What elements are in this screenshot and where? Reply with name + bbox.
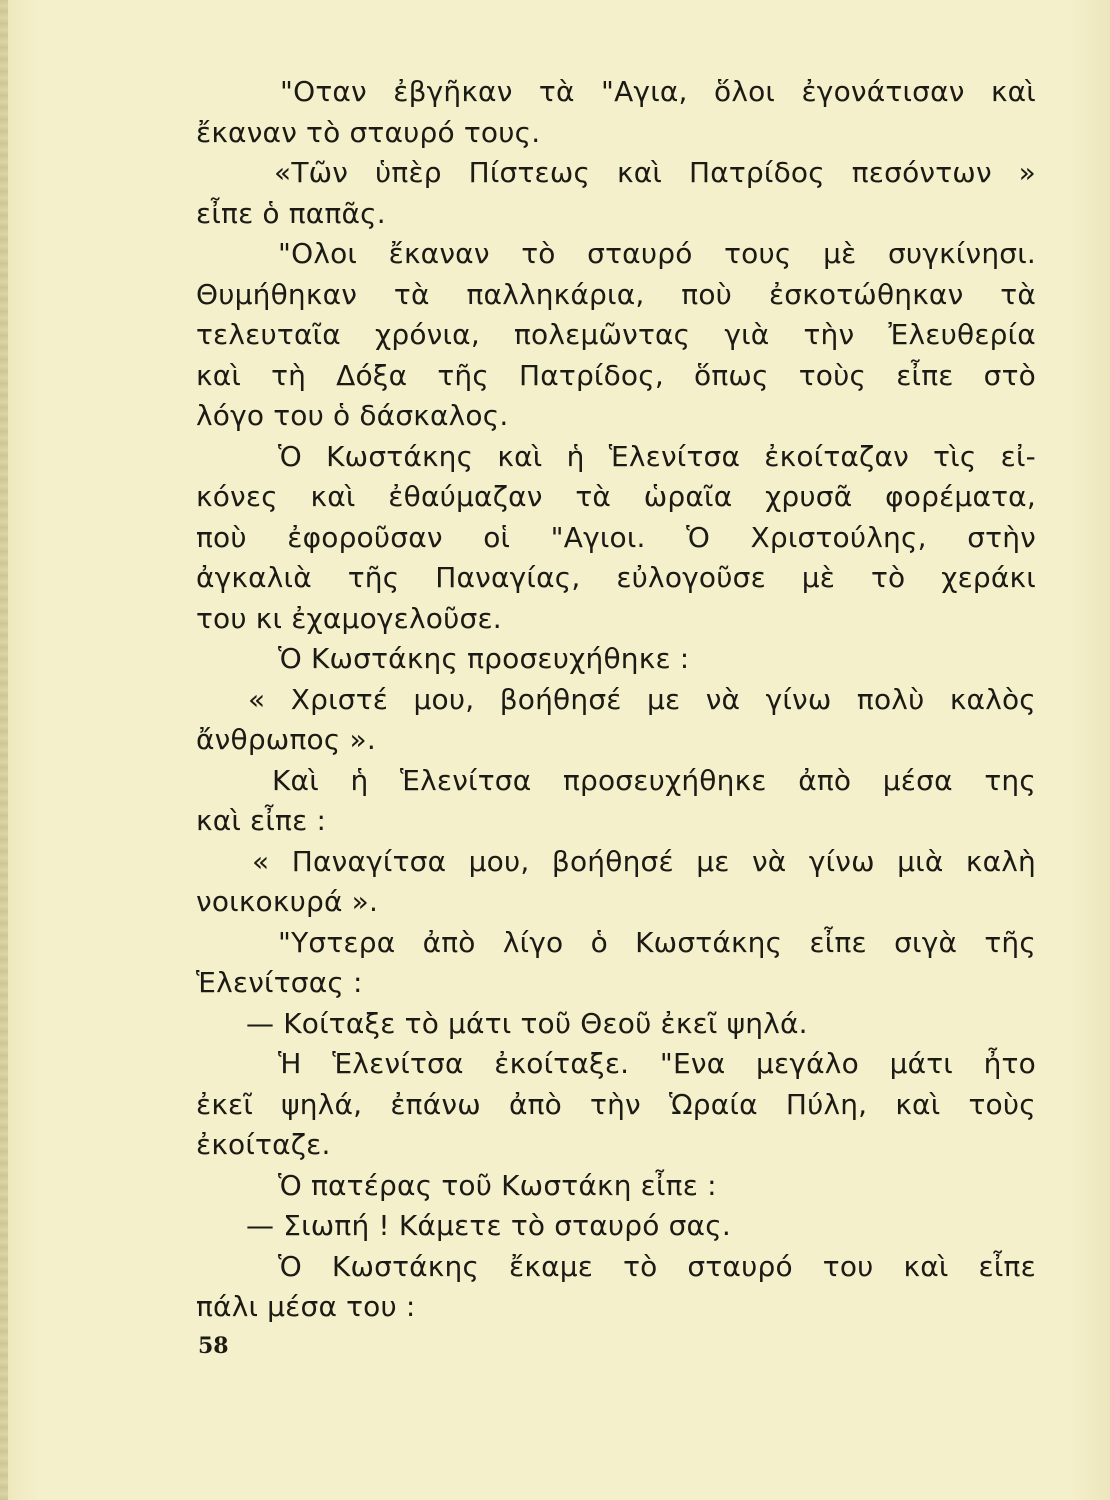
text-line: ποὺ ἐφοροῦσαν οἱ "Αγιοι. Ὁ Χριστούλης, στὴν [196, 520, 1036, 554]
text-line: του κι ἐχαμογελοῦσε. [196, 601, 502, 635]
text-line: « Παναγίτσα μου, βοήθησέ με νὰ γίνω μιὰ καλὴ [252, 844, 1036, 878]
text-line: καὶ τὴ Δόξα τῆς Πατρίδος, ὅπως τοὺς εἶπε στὸ [196, 358, 1036, 392]
text-line: "Υστερα ἀπὸ λίγο ὁ Κωστάκης εἶπε σιγὰ τῆς [278, 925, 1036, 959]
text-line: "Οταν ἐβγῆκαν τὰ "Αγια, ὅλοι ἐγονάτισαν καὶ [280, 75, 1036, 108]
text-line: « Χριστέ μου, βοήθησέ με νὰ γίνω πολὺ καλὸς [248, 682, 1036, 716]
text-line: Ἑλενίτσας : [196, 966, 363, 999]
page-number: 58 [198, 1333, 229, 1359]
page-binding-edge [0, 0, 8, 1500]
text-line: Ὁ Κωστάκης ἔκαμε τὸ σταυρό του καὶ εἶπε [278, 1249, 1036, 1283]
text-line: "Ολοι ἔκαναν τὸ σταυρό τους μὲ συγκίνησι. [278, 237, 1036, 270]
text-line: Ἡ Ἑλενίτσα ἐκοίταξε. "Ενα μεγάλο μάτι ἦτο [278, 1047, 1036, 1080]
text-line: Ὁ πατέρας τοῦ Κωστάκη εἶπε : [278, 1168, 717, 1202]
text-line: Καὶ ἡ Ἑλενίτσα προσευχήθηκε ἀπὸ μέσα της [272, 763, 1036, 797]
text-line: ἐκεῖ ψηλά, ἐπάνω ἀπὸ τὴν Ὡραία Πύλη, καὶ τοὺς [196, 1087, 1036, 1121]
text-line: τελευταῖα χρόνια, πολεμῶντας γιὰ τὴν Ἐλευθερία [196, 318, 1036, 351]
text-line: Ὁ Κωστάκης προσευχήθηκε : [278, 642, 690, 675]
text-line: νοικοκυρά ». [196, 885, 379, 918]
text-line: καὶ εἶπε : [196, 804, 327, 837]
text-line: ἐκοίταζε. [196, 1128, 331, 1161]
text-line: πάλι μέσα του : [196, 1290, 416, 1323]
text-line: — Σιωπή ! Κάμετε τὸ σταυρό σας. [246, 1209, 731, 1242]
text-line: ἄνθρωπος ». [196, 723, 376, 756]
text-line: ἀγκαλιὰ τῆς Παναγίας, εὐλογοῦσε μὲ τὸ χεράκι [196, 561, 1036, 594]
text-line: Θυμήθηκαν τὰ παλληκάρια, ποὺ ἐσκοτώθηκαν τὰ [196, 277, 1036, 311]
body-text [196, 72, 1036, 1328]
text-line: «Τῶν ὑπὲρ Πίστεως καὶ Πατρίδος πεσόντων » [274, 156, 1036, 189]
text-line: κόνες καὶ ἐθαύμαζαν τὰ ὡραῖα χρυσᾶ φορέματα, [196, 480, 1036, 513]
text-line: Ὁ Κωστάκης καὶ ἡ Ἑλενίτσα ἐκοίταζαν τὶς εἰ- [278, 439, 1036, 473]
text-line: εἶπε ὁ παπᾶς. [196, 196, 386, 230]
text-line: λόγο του ὁ δάσκαλος. [196, 399, 509, 432]
text-line: — Κοίταξε τὸ μάτι τοῦ Θεοῦ ἐκεῖ ψηλά. [246, 1006, 808, 1040]
text-line: ἔκαναν τὸ σταυρό τους. [196, 115, 541, 149]
